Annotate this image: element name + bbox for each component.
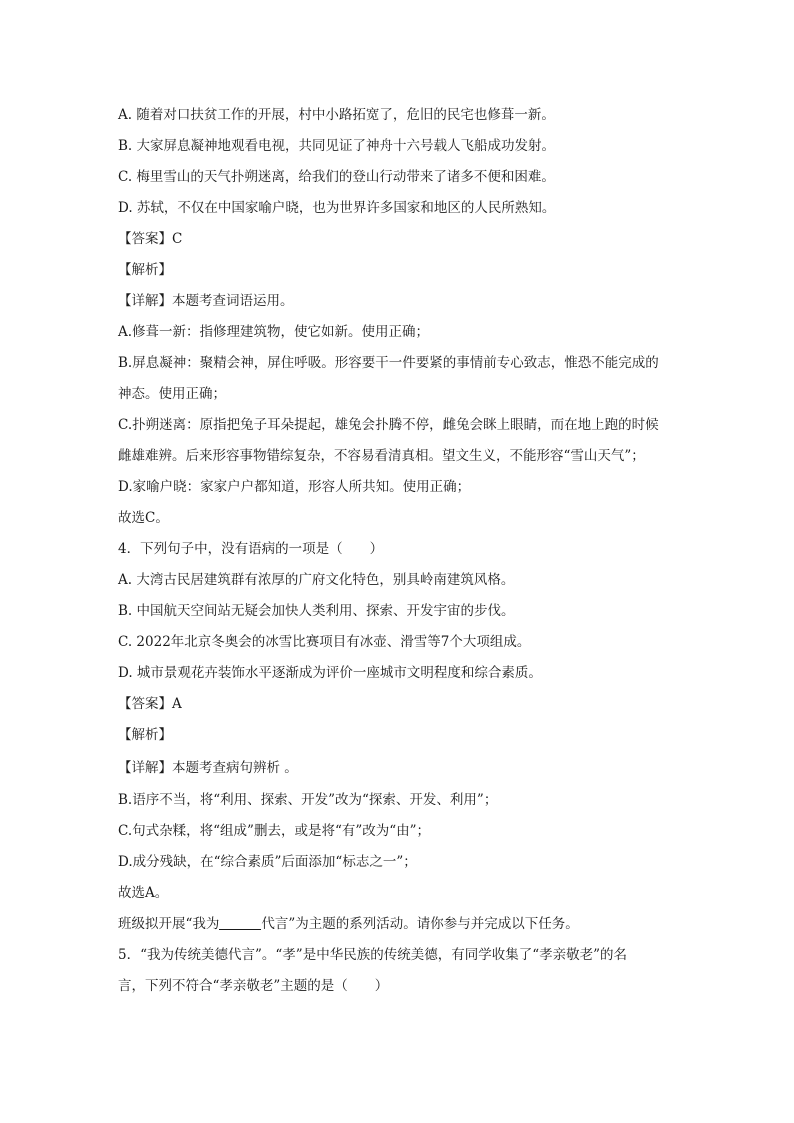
q3-explanation-b-cont: 神态。使用正确； xyxy=(118,386,226,402)
q4-conclusion: 故选A。 xyxy=(118,885,169,901)
q3-explanation-a: A.修葺一新：指修理建筑物，使它如新。使用正确； xyxy=(118,324,430,340)
q3-explanation-b: B.屏息凝神：聚精会神，屏住呼吸。形容要干一件要紧的事情前专心致志，惟恐不能完成的 xyxy=(118,355,659,371)
q3-explanation-c-cont: 雌雄难辨。后来形容事物错综复杂，不容易看清真相。望文生义，不能形容“雪山天气”； xyxy=(118,448,645,464)
q5-stem-line1: 5．“我为传统美德代言”。“孝”是中华民族的传统美德，有同学收集了“孝亲敬老”的名 xyxy=(118,947,627,963)
q4-option-d: D. 城市景观花卉装饰水平逐渐成为评价一座城市文明程度和综合素质。 xyxy=(118,665,542,681)
q4-analysis-label: 【解析】 xyxy=(118,727,172,743)
q4-answer: 【答案】A xyxy=(118,696,182,712)
q4-explanation-b: B.语序不当，将“利用、探索、开发”改为“探索、开发、利用”； xyxy=(118,792,498,808)
q3-option-c: C. 梅里雪山的天气扑朔迷离，给我们的登山行动带来了诸多不便和困难。 xyxy=(118,169,555,185)
document-body xyxy=(118,100,678,1002)
q5-stem-line2: 言，下列不符合“孝亲敬老”主题的是（ ） xyxy=(118,978,389,994)
q4-detail: 【详解】本题考查病句辨析 。 xyxy=(118,760,298,776)
q3-detail: 【详解】本题考查词语运用。 xyxy=(118,293,294,309)
fill-in-blank xyxy=(219,915,261,930)
q3-option-d: D. 苏轼，不仅在中国家喻户晓，也为世界许多国家和地区的人民所熟知。 xyxy=(118,200,556,216)
q3-option-a: A. 随着对口扶贫工作的开展，村中小路拓宽了，危旧的民宅也修葺一新。 xyxy=(118,107,555,123)
q4-option-c: C. 2022年北京冬奥会的冰雪比赛项目有冰壶、滑雪等7个大项组成。 xyxy=(118,634,531,650)
q3-explanation-d: D.家喻户晓：家家户户都知道，形容人所共知。使用正确； xyxy=(118,479,471,495)
q3-conclusion: 故选C。 xyxy=(118,510,169,526)
q4-stem: 4．下列句子中，没有语病的一项是（ ） xyxy=(118,541,384,557)
q3-explanation-c: C.扑朔迷离：原指把兔子耳朵提起，雄兔会扑腾不停，雌兔会眯上眼睛，而在地上跑的时候 xyxy=(118,417,659,433)
q4-explanation-c: C.句式杂糅，将“组成”删去，或是将“有”改为“由”； xyxy=(118,823,431,839)
activity-intro-after: 代言”为主题的系列活动。请你参与并完成以下任务。 xyxy=(261,916,579,932)
q4-option-b: B. 中国航天空间站无疑会加快人类利用、探索、开发宇宙的步伐。 xyxy=(118,603,515,619)
q3-option-b: B. 大家屏息凝神地观看电视，共同见证了神舟十六号载人飞船成功发射。 xyxy=(118,138,556,154)
activity-intro-before: 班级拟开展“我为 xyxy=(118,916,220,932)
q3-answer: 【答案】C xyxy=(118,231,183,247)
q3-analysis-label: 【解析】 xyxy=(118,262,172,278)
q4-option-a: A. 大湾古民居建筑群有浓厚的广府文化特色，别具岭南建筑风格。 xyxy=(118,572,515,588)
activity-intro xyxy=(118,909,678,940)
q4-explanation-d: D.成分残缺，在“综合素质”后面添加“标志之一”； xyxy=(118,854,417,870)
